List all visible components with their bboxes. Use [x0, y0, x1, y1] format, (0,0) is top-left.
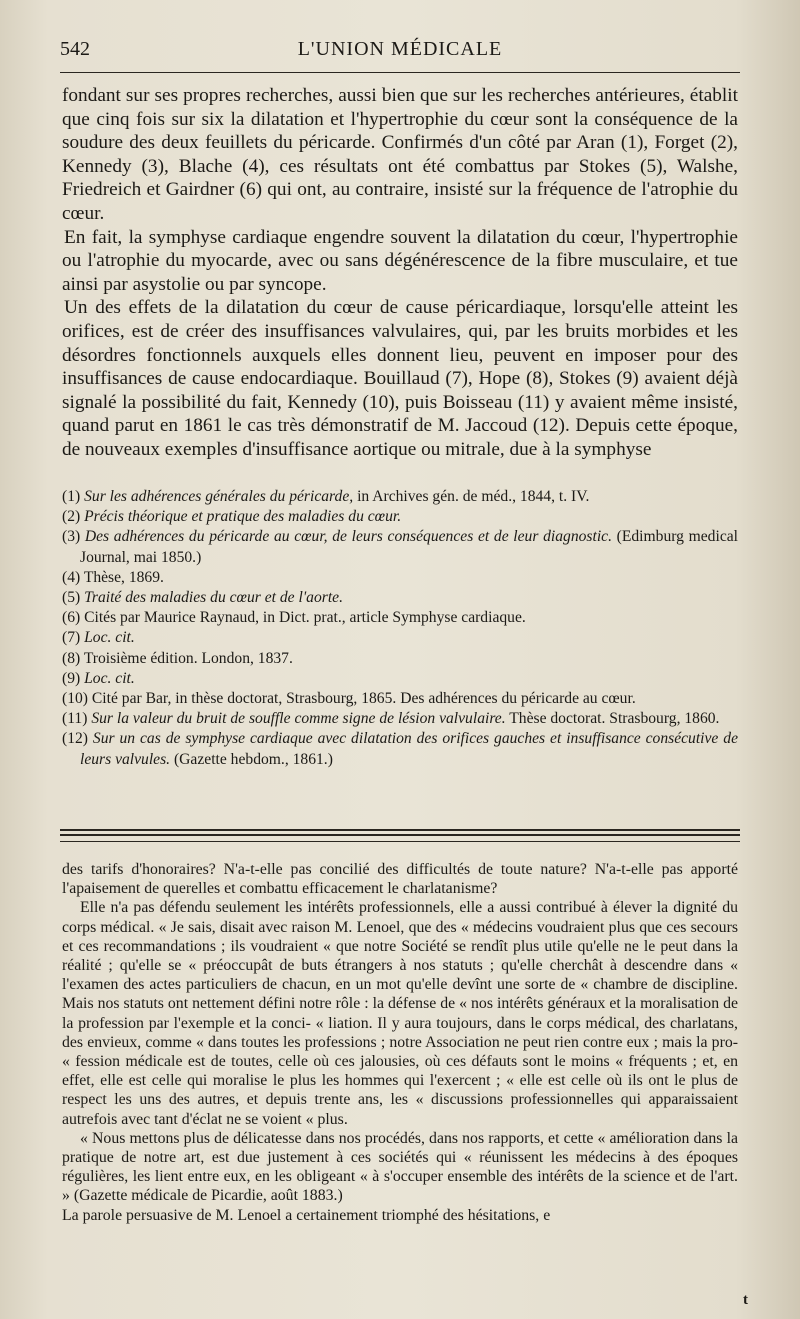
- footnote-text: Thèse, 1869.: [83, 568, 164, 586]
- footnote: [62, 487, 738, 507]
- paragraph: En fait, la symphyse cardiaque engendre souvent la dilatation du cœur, l'hypertrophie ou l'atrophie du myocarde, avec ou sans dégénérescence de la fibre musculaire, et tue ainsi par asystolie ou par syncope.: [62, 226, 738, 295]
- footnote: [62, 588, 738, 608]
- footnote-number: (10): [62, 690, 88, 708]
- footnote-text: Cité par Bar, in thèse doctorat, Strasbourg, 1865. Des adhérences du péricarde au cœur.: [91, 690, 636, 708]
- page-number: 542: [60, 38, 90, 60]
- footnote-title: Loc. cit.: [84, 669, 135, 687]
- footnote: [62, 669, 738, 689]
- main-text: [62, 84, 738, 462]
- running-title: L'UNION MÉDICALE: [297, 38, 503, 60]
- footnote-text: Cités par Maurice Raynaud, in Dict. prat., article Symphyse cardiaque.: [84, 609, 526, 627]
- section-divider: [60, 829, 740, 831]
- footnote-number: (7): [62, 629, 81, 647]
- paragraph: La parole persuasive de M. Lenoel a certainement triomphé des hésitations, e: [62, 1206, 551, 1224]
- footnote-number: (6): [62, 609, 81, 627]
- footnote-title: Des adhérences du péricarde au cœur, de leurs conséquences et de leur diagnostic.: [84, 528, 612, 546]
- footnote: [62, 608, 738, 628]
- footnote-title: Sur les adhérences générales du péricarde,: [84, 488, 354, 505]
- footnote-title: Traité des maladies du cœur et de l'aorte.: [84, 589, 343, 607]
- paragraph: « Nous mettons plus de délicatesse dans nos procédés, dans nos rapports, et cette « amélioration dans la pratique de notre art, est due justement à ces sociétés qui « réunissent les médecins à des époques régulières, les lient entre eux, en les obligeant « à s'occuper ensemble des intérêts de la science et de l'art. » (Gazette médicale de Picardie, août 1883.): [62, 1129, 738, 1205]
- footnote-title: Sur la valeur du bruit de souffle comme signe de lésion valvulaire.: [91, 710, 506, 728]
- second-section-text: [62, 860, 738, 1225]
- footnote-title: Loc. cit.: [84, 629, 135, 647]
- footnote: [62, 507, 738, 527]
- footnote-number: (5): [62, 589, 81, 607]
- footnote: [62, 628, 738, 648]
- footnote-text: (Edimburg medical Journal, mai 1850.): [80, 528, 738, 566]
- footnote: [62, 689, 738, 709]
- footnote-number: (1): [62, 488, 81, 505]
- footnote: [62, 527, 738, 567]
- footnote-title: Précis théorique et pratique des maladies du cœur.: [84, 508, 402, 526]
- footnote-number: (8): [62, 649, 81, 667]
- footnote: [62, 649, 738, 669]
- footnote-text: Troisième édition. London, 1837.: [83, 649, 293, 667]
- section-divider: [60, 841, 740, 842]
- footnote: [62, 709, 738, 729]
- paragraph: Elle n'a pas défendu seulement les intérêts professionnels, elle a aussi contribué à élever la dignité du corps médical. « Je sais, disait avec raison M. Lenoel, que des « médecins voudraient plus que ces secours et ces recommandations ; ils voudraient « que notre Société se rendît plus utile qu'elle ne le peut dans la réalité ; qu'elle se « préoccupât de buts étrangers à nos statuts ; qu'elle cherchât à descendre dans « l'examen des actes particuliers de chacun, en un mot qu'elle devînt une sorte de « chambre de discipline. Mais nos statuts ont nettement défini notre rôle : la défense de « nos intérêts généraux et la moralisation de la profession par l'exemple et la conci- « liation. Il y aura toujours, dans le corps médical, des charlatans, des envieux, comme « dans toutes les professions ; notre Association ne peut rien contre eux ; mais la pro- « fession médicale est de toutes, celle où ces jalousies, où ces défauts sont le moins « fréquents ; et, en effet, elle est celle qui moralise le plus les hommes qui l'exercent ; « elle est celle où ils ont le plus de respect les uns des autres, et depuis trente ans, les « discussions professionnelles qui apparaissaient autrefois avec tant d'éclat ne se voient « plus.: [62, 899, 738, 1128]
- footnote-number: (2): [62, 508, 81, 526]
- section-divider: [60, 834, 740, 836]
- footnotes: [62, 487, 738, 770]
- footnote-text: (Gazette hebdom., 1861.): [170, 750, 333, 768]
- paragraph: Un des effets de la dilatation du cœur de cause péricardiaque, lorsqu'elle atteint les orifices, est de créer des insuffisances valvulaires, qui, par les bruits morbides et les désordres fonctionnels auxquels elles donnent lieu, peuvent en imposer pour des insuffisances de cause endocardiaque. Bouillaud (7), Hope (8), Stokes (9) avaient déjà signalé la possibilité du fait, Kennedy (10), puis Boisseau (11) y avaient même insisté, quand parut en 1861 le cas très démonstratif de M. Jaccoud (12). Depuis cette époque, de nouveaux exemples d'insuffisance aortique ou mitrale, due à la symphyse: [62, 297, 738, 460]
- footnote: [62, 568, 738, 588]
- footnote-text: Thèse doctorat. Strasbourg, 1860.: [505, 710, 720, 728]
- footnote: [62, 729, 738, 769]
- paragraph: des tarifs d'honoraires? N'a-t-elle pas concilié des difficultés de toute nature? N'a-t-elle pas apporté l'apaisement de querelles et combattu efficacement le charlatanisme?: [62, 861, 738, 898]
- footnote-number: (12): [62, 730, 88, 748]
- signature-mark: t: [743, 1292, 748, 1308]
- footnote-title: Sur un cas de symphyse cardiaque avec dilatation des orifices gauches et insuffisance consécutive de leurs valvules.: [80, 730, 738, 768]
- footnote-number: (3): [62, 528, 81, 546]
- footnote-number: (4): [62, 568, 81, 586]
- paragraph: fondant sur ses propres recherches, aussi bien que sur les recherches antérieures, établit que cinq fois sur six la dilatation et l'hypertrophie du cœur sont la conséquence de la soudure des deux feuillets du péricarde. Confirmés d'un côté par Aran (1), Forget (2), Kennedy (3), Blache (4), ces résultats ont été combattus par Stokes (5), Walshe, Friedreich et Gairdner (6) qui ont, au contraire, insisté sur la fréquence de l'atrophie du cœur.: [62, 85, 738, 224]
- header-rule: [60, 72, 740, 73]
- footnote-text: in Archives gén. de méd., 1844, t. IV.: [353, 488, 590, 505]
- footnote-number: (9): [62, 669, 81, 687]
- page-header: [60, 38, 740, 68]
- footnote-number: (11): [62, 710, 88, 728]
